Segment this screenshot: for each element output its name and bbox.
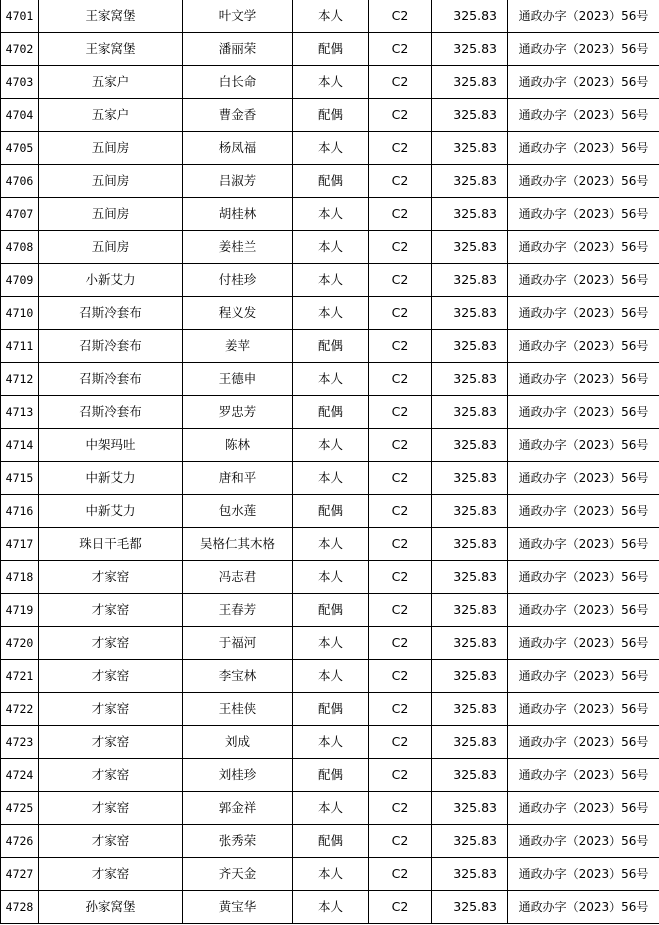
grade-cell: C2 xyxy=(369,198,432,231)
amount-cell: 325.83 xyxy=(432,462,508,495)
amount-cell: 325.83 xyxy=(432,528,508,561)
document-number-cell: 通政办字（2023）56号 xyxy=(508,165,659,198)
serial-number-cell: 4722 xyxy=(1,693,39,726)
serial-number-cell: 4703 xyxy=(1,66,39,99)
table-row xyxy=(1,561,659,594)
serial-number-cell: 4705 xyxy=(1,132,39,165)
village-cell: 才家窑 xyxy=(39,693,183,726)
person-name-cell: 白长命 xyxy=(183,66,293,99)
amount-cell: 325.83 xyxy=(432,891,508,924)
village-cell: 五间房 xyxy=(39,132,183,165)
village-cell: 才家窑 xyxy=(39,759,183,792)
village-cell: 孙家窝堡 xyxy=(39,891,183,924)
person-name-cell: 潘丽荣 xyxy=(183,33,293,66)
table-row xyxy=(1,528,659,561)
amount-cell: 325.83 xyxy=(432,66,508,99)
amount-cell: 325.83 xyxy=(432,693,508,726)
document-number-cell: 通政办字（2023）56号 xyxy=(508,627,659,660)
serial-number-cell: 4723 xyxy=(1,726,39,759)
grade-cell: C2 xyxy=(369,297,432,330)
document-number-cell: 通政办字（2023）56号 xyxy=(508,462,659,495)
village-cell: 王家窝堡 xyxy=(39,0,183,33)
person-name-cell: 王春芳 xyxy=(183,594,293,627)
grade-cell: C2 xyxy=(369,330,432,363)
amount-cell: 325.83 xyxy=(432,99,508,132)
relation-cell: 本人 xyxy=(293,561,369,594)
table-row xyxy=(1,495,659,528)
person-name-cell: 冯志君 xyxy=(183,561,293,594)
amount-cell: 325.83 xyxy=(432,561,508,594)
village-cell: 五间房 xyxy=(39,231,183,264)
document-number-cell: 通政办字（2023）56号 xyxy=(508,495,659,528)
grade-cell: C2 xyxy=(369,462,432,495)
person-name-cell: 唐和平 xyxy=(183,462,293,495)
grade-cell: C2 xyxy=(369,99,432,132)
grade-cell: C2 xyxy=(369,693,432,726)
person-name-cell: 刘桂珍 xyxy=(183,759,293,792)
person-name-cell: 齐天金 xyxy=(183,858,293,891)
amount-cell: 325.83 xyxy=(432,132,508,165)
person-name-cell: 杨凤福 xyxy=(183,132,293,165)
grade-cell: C2 xyxy=(369,363,432,396)
grade-cell: C2 xyxy=(369,429,432,462)
document-number-cell: 通政办字（2023）56号 xyxy=(508,297,659,330)
document-number-cell: 通政办字（2023）56号 xyxy=(508,198,659,231)
document-number-cell: 通政办字（2023）56号 xyxy=(508,726,659,759)
person-name-cell: 姜苹 xyxy=(183,330,293,363)
table-row xyxy=(1,462,659,495)
village-cell: 召斯冷套布 xyxy=(39,297,183,330)
village-cell: 才家窑 xyxy=(39,726,183,759)
relation-cell: 本人 xyxy=(293,858,369,891)
village-cell: 才家窑 xyxy=(39,792,183,825)
person-name-cell: 包水莲 xyxy=(183,495,293,528)
relation-cell: 本人 xyxy=(293,891,369,924)
village-cell: 中新艾力 xyxy=(39,462,183,495)
person-name-cell: 程义发 xyxy=(183,297,293,330)
village-cell: 才家窑 xyxy=(39,594,183,627)
relation-cell: 配偶 xyxy=(293,33,369,66)
serial-number-cell: 4715 xyxy=(1,462,39,495)
table-row xyxy=(1,759,659,792)
document-number-cell: 通政办字（2023）56号 xyxy=(508,99,659,132)
village-cell: 小新艾力 xyxy=(39,264,183,297)
grade-cell: C2 xyxy=(369,528,432,561)
grade-cell: C2 xyxy=(369,891,432,924)
serial-number-cell: 4713 xyxy=(1,396,39,429)
person-name-cell: 郭金祥 xyxy=(183,792,293,825)
serial-number-cell: 4720 xyxy=(1,627,39,660)
table-row xyxy=(1,363,659,396)
relation-cell: 配偶 xyxy=(293,495,369,528)
document-number-cell: 通政办字（2023）56号 xyxy=(508,231,659,264)
amount-cell: 325.83 xyxy=(432,33,508,66)
document-number-cell: 通政办字（2023）56号 xyxy=(508,132,659,165)
relation-cell: 配偶 xyxy=(293,693,369,726)
serial-number-cell: 4724 xyxy=(1,759,39,792)
person-name-cell: 张秀荣 xyxy=(183,825,293,858)
grade-cell: C2 xyxy=(369,858,432,891)
grade-cell: C2 xyxy=(369,627,432,660)
person-name-cell: 刘成 xyxy=(183,726,293,759)
grade-cell: C2 xyxy=(369,0,432,33)
amount-cell: 325.83 xyxy=(432,726,508,759)
grade-cell: C2 xyxy=(369,726,432,759)
table-row xyxy=(1,330,659,363)
document-number-cell: 通政办字（2023）56号 xyxy=(508,363,659,396)
serial-number-cell: 4702 xyxy=(1,33,39,66)
document-number-cell: 通政办字（2023）56号 xyxy=(508,66,659,99)
village-cell: 才家窑 xyxy=(39,561,183,594)
relation-cell: 本人 xyxy=(293,462,369,495)
grade-cell: C2 xyxy=(369,825,432,858)
serial-number-cell: 4725 xyxy=(1,792,39,825)
amount-cell: 325.83 xyxy=(432,264,508,297)
serial-number-cell: 4711 xyxy=(1,330,39,363)
relation-cell: 本人 xyxy=(293,792,369,825)
table-row xyxy=(1,231,659,264)
amount-cell: 325.83 xyxy=(432,297,508,330)
village-cell: 中新艾力 xyxy=(39,495,183,528)
serial-number-cell: 4710 xyxy=(1,297,39,330)
village-cell: 珠日干毛都 xyxy=(39,528,183,561)
grade-cell: C2 xyxy=(369,66,432,99)
relation-cell: 本人 xyxy=(293,66,369,99)
person-name-cell: 陈林 xyxy=(183,429,293,462)
document-number-cell: 通政办字（2023）56号 xyxy=(508,594,659,627)
amount-cell: 325.83 xyxy=(432,825,508,858)
relation-cell: 本人 xyxy=(293,660,369,693)
document-number-cell: 通政办字（2023）56号 xyxy=(508,264,659,297)
grade-cell: C2 xyxy=(369,594,432,627)
serial-number-cell: 4728 xyxy=(1,891,39,924)
amount-cell: 325.83 xyxy=(432,165,508,198)
relation-cell: 配偶 xyxy=(293,594,369,627)
table-row xyxy=(1,0,659,33)
table-row xyxy=(1,132,659,165)
village-cell: 才家窑 xyxy=(39,627,183,660)
grade-cell: C2 xyxy=(369,165,432,198)
grade-cell: C2 xyxy=(369,231,432,264)
serial-number-cell: 4717 xyxy=(1,528,39,561)
table-row xyxy=(1,264,659,297)
table-row xyxy=(1,660,659,693)
amount-cell: 325.83 xyxy=(432,231,508,264)
person-name-cell: 叶文学 xyxy=(183,0,293,33)
relation-cell: 本人 xyxy=(293,0,369,33)
amount-cell: 325.83 xyxy=(432,0,508,33)
table-row xyxy=(1,792,659,825)
amount-cell: 325.83 xyxy=(432,330,508,363)
serial-number-cell: 4707 xyxy=(1,198,39,231)
village-cell: 才家窑 xyxy=(39,858,183,891)
table-row xyxy=(1,429,659,462)
village-cell: 五家户 xyxy=(39,66,183,99)
document-number-cell: 通政办字（2023）56号 xyxy=(508,891,659,924)
amount-cell: 325.83 xyxy=(432,759,508,792)
grade-cell: C2 xyxy=(369,264,432,297)
amount-cell: 325.83 xyxy=(432,660,508,693)
document-number-cell: 通政办字（2023）56号 xyxy=(508,330,659,363)
serial-number-cell: 4712 xyxy=(1,363,39,396)
relation-cell: 配偶 xyxy=(293,99,369,132)
village-cell: 召斯冷套布 xyxy=(39,330,183,363)
relation-cell: 本人 xyxy=(293,726,369,759)
village-cell: 召斯冷套布 xyxy=(39,396,183,429)
amount-cell: 325.83 xyxy=(432,396,508,429)
relation-cell: 配偶 xyxy=(293,396,369,429)
person-name-cell: 李宝林 xyxy=(183,660,293,693)
serial-number-cell: 4718 xyxy=(1,561,39,594)
serial-number-cell: 4704 xyxy=(1,99,39,132)
amount-cell: 325.83 xyxy=(432,198,508,231)
village-cell: 召斯冷套布 xyxy=(39,363,183,396)
serial-number-cell: 4709 xyxy=(1,264,39,297)
document-number-cell: 通政办字（2023）56号 xyxy=(508,561,659,594)
person-name-cell: 吕淑芳 xyxy=(183,165,293,198)
relation-cell: 配偶 xyxy=(293,759,369,792)
relation-cell: 本人 xyxy=(293,198,369,231)
village-cell: 五家户 xyxy=(39,99,183,132)
serial-number-cell: 4716 xyxy=(1,495,39,528)
relation-cell: 本人 xyxy=(293,297,369,330)
grade-cell: C2 xyxy=(369,561,432,594)
relation-cell: 本人 xyxy=(293,132,369,165)
table-row xyxy=(1,66,659,99)
table-row xyxy=(1,726,659,759)
relation-cell: 本人 xyxy=(293,231,369,264)
village-cell: 五间房 xyxy=(39,165,183,198)
grade-cell: C2 xyxy=(369,792,432,825)
relation-cell: 本人 xyxy=(293,627,369,660)
document-number-cell: 通政办字（2023）56号 xyxy=(508,792,659,825)
grade-cell: C2 xyxy=(369,660,432,693)
amount-cell: 325.83 xyxy=(432,792,508,825)
relation-cell: 配偶 xyxy=(293,165,369,198)
amount-cell: 325.83 xyxy=(432,429,508,462)
document-number-cell: 通政办字（2023）56号 xyxy=(508,693,659,726)
table-row xyxy=(1,99,659,132)
serial-number-cell: 4708 xyxy=(1,231,39,264)
table-row xyxy=(1,33,659,66)
amount-cell: 325.83 xyxy=(432,495,508,528)
table-row xyxy=(1,594,659,627)
grade-cell: C2 xyxy=(369,495,432,528)
relation-cell: 本人 xyxy=(293,363,369,396)
document-number-cell: 通政办字（2023）56号 xyxy=(508,660,659,693)
document-number-cell: 通政办字（2023）56号 xyxy=(508,528,659,561)
amount-cell: 325.83 xyxy=(432,363,508,396)
person-name-cell: 付桂珍 xyxy=(183,264,293,297)
serial-number-cell: 4706 xyxy=(1,165,39,198)
grade-cell: C2 xyxy=(369,396,432,429)
table-row xyxy=(1,198,659,231)
table-row xyxy=(1,858,659,891)
document-number-cell: 通政办字（2023）56号 xyxy=(508,858,659,891)
amount-cell: 325.83 xyxy=(432,627,508,660)
serial-number-cell: 4714 xyxy=(1,429,39,462)
village-cell: 才家窑 xyxy=(39,660,183,693)
relation-cell: 配偶 xyxy=(293,330,369,363)
table-row xyxy=(1,693,659,726)
village-cell: 才家窑 xyxy=(39,825,183,858)
relation-cell: 本人 xyxy=(293,264,369,297)
relation-cell: 配偶 xyxy=(293,825,369,858)
serial-number-cell: 4719 xyxy=(1,594,39,627)
serial-number-cell: 4721 xyxy=(1,660,39,693)
amount-cell: 325.83 xyxy=(432,858,508,891)
serial-number-cell: 4727 xyxy=(1,858,39,891)
serial-number-cell: 4726 xyxy=(1,825,39,858)
table-row xyxy=(1,825,659,858)
village-cell: 五间房 xyxy=(39,198,183,231)
relation-cell: 本人 xyxy=(293,429,369,462)
village-cell: 中架玛吐 xyxy=(39,429,183,462)
relation-cell: 本人 xyxy=(293,528,369,561)
table-row xyxy=(1,297,659,330)
person-name-cell: 姜桂兰 xyxy=(183,231,293,264)
village-cell: 王家窝堡 xyxy=(39,33,183,66)
document-number-cell: 通政办字（2023）56号 xyxy=(508,759,659,792)
document-number-cell: 通政办字（2023）56号 xyxy=(508,0,659,33)
grade-cell: C2 xyxy=(369,759,432,792)
table-row xyxy=(1,165,659,198)
person-name-cell: 黄宝华 xyxy=(183,891,293,924)
document-number-cell: 通政办字（2023）56号 xyxy=(508,825,659,858)
document-number-cell: 通政办字（2023）56号 xyxy=(508,429,659,462)
person-name-cell: 于福河 xyxy=(183,627,293,660)
document-number-cell: 通政办字（2023）56号 xyxy=(508,33,659,66)
person-name-cell: 王桂侠 xyxy=(183,693,293,726)
roster-body xyxy=(1,0,659,924)
grade-cell: C2 xyxy=(369,132,432,165)
person-name-cell: 王德申 xyxy=(183,363,293,396)
amount-cell: 325.83 xyxy=(432,594,508,627)
table-row xyxy=(1,891,659,924)
person-name-cell: 罗忠芳 xyxy=(183,396,293,429)
person-name-cell: 曹金香 xyxy=(183,99,293,132)
person-name-cell: 吴格仁其木格 xyxy=(183,528,293,561)
person-name-cell: 胡桂林 xyxy=(183,198,293,231)
document-number-cell: 通政办字（2023）56号 xyxy=(508,396,659,429)
serial-number-cell: 4701 xyxy=(1,0,39,33)
table-row xyxy=(1,396,659,429)
grade-cell: C2 xyxy=(369,33,432,66)
table-row xyxy=(1,627,659,660)
